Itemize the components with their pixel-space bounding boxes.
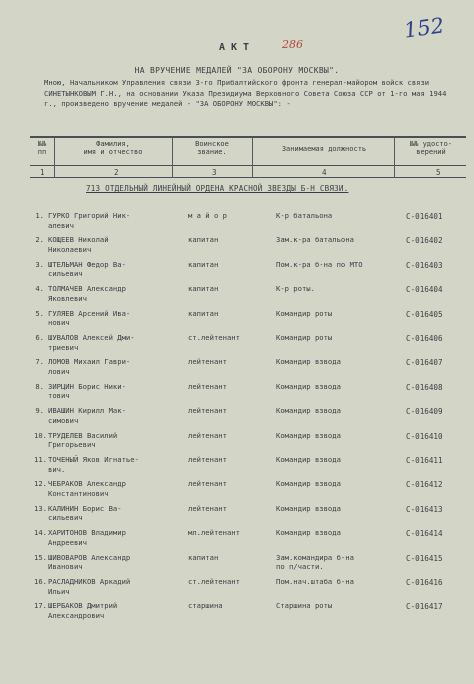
certificate-number: С-016410 xyxy=(406,431,443,441)
row-number: 14. xyxy=(34,528,47,538)
position: Командир взвода xyxy=(276,455,341,464)
rank: м а й о р xyxy=(188,211,227,220)
position: Командир взвода xyxy=(276,528,341,538)
certificate-number: С-016404 xyxy=(406,285,443,295)
row-number: 17. xyxy=(34,601,47,611)
position: Командир взвода xyxy=(276,430,341,440)
recipient-name: ТОЛМАЧЕВ Александр Яковлевич xyxy=(48,284,126,303)
handwritten-page-number: 152 xyxy=(402,13,446,43)
table-row xyxy=(0,257,474,281)
header-certificate: №№ удосто- верений xyxy=(409,140,453,156)
certificate-number: С-016415 xyxy=(406,553,443,563)
position: Старшина роты xyxy=(276,601,333,611)
col-divider xyxy=(54,138,55,178)
header-top-rule xyxy=(30,136,466,138)
recipient-name: ЗИРЦИН Борис Ники- тович xyxy=(48,381,126,401)
position: Командир роты xyxy=(276,333,333,342)
recipient-name: ХАРИТОНОВ Владимир Андреевич xyxy=(48,528,126,547)
position: Командир взвода xyxy=(276,406,341,416)
col-divider xyxy=(172,138,173,178)
certificate-number: С-016413 xyxy=(406,504,443,514)
row-number: 7. xyxy=(35,357,44,367)
row-number: 16. xyxy=(34,577,47,586)
header-name: Фамилия, имя и отчество xyxy=(83,140,143,156)
certificate-number: С-016412 xyxy=(406,480,443,490)
intro-paragraph: Мною, Начальником Управления связи 3-го Прибалтийского фронта генерал-майором войск связи СИНЕТЫНКОВЫМ Г.Н., на основании Указа Президиума Верховного Совета Союза ССР от 1-го мая 1944 г., произведено вручение медалей - "ЗА ОБОРОНУ МОСКВЫ": - xyxy=(44,78,447,108)
column-number: 5 xyxy=(436,168,441,177)
rank: лейтенант xyxy=(188,479,227,489)
document-subtitle: НА ВРУЧЕНИЕ МЕДАЛЕЙ "ЗА ОБОРОНУ МОСКВЫ". xyxy=(134,66,340,75)
position: Пом.к-ра б-на по МТО xyxy=(276,259,363,269)
column-number: 4 xyxy=(322,168,327,177)
col-divider xyxy=(252,138,253,178)
recipient-name: ЛОМОВ Михаил Гаври- лович xyxy=(48,357,131,376)
recipient-name: ГУЛЯЕВ Арсений Ива- нович xyxy=(48,308,131,328)
position: Командир взвода xyxy=(276,357,341,367)
recipient-name: ТОЧЕНЫЙ Яков Игнатье- вич. xyxy=(48,455,139,474)
table-row xyxy=(0,598,474,622)
header-number: №№ пп xyxy=(37,140,47,156)
header-position: Занимаемая должность xyxy=(281,145,367,153)
unit-heading: 713 ОТДЕЛЬНЫЙ ЛИНЕЙНЫЙ ОРДЕНА КРАСНОЙ ЗВЕЗДЫ Б-Н СВЯЗИ. xyxy=(86,184,349,193)
header-bottom-rule xyxy=(30,177,466,178)
position: Командир роты xyxy=(276,308,333,318)
rank: капитан xyxy=(188,235,219,245)
row-number: 10. xyxy=(34,430,47,440)
recipient-name: РАСЛАДНИКОВ Аркадий Ильич xyxy=(48,577,131,596)
rank: лейтенант xyxy=(188,357,227,367)
position: Командир взвода xyxy=(276,503,341,513)
certificate-number: С-016414 xyxy=(406,529,443,539)
row-number: 3. xyxy=(35,259,44,269)
certificate-number: С-016403 xyxy=(406,260,443,270)
column-number: 2 xyxy=(114,168,119,177)
certificate-number: С-016406 xyxy=(406,334,443,343)
rank: капитан xyxy=(188,552,219,562)
position: Зам.командира б-на по п/части. xyxy=(276,552,354,572)
row-number: 8. xyxy=(35,381,44,391)
header-rank: Воинское звание. xyxy=(195,140,229,156)
recipient-name: КОЩЕЕВ Николай Николаевич xyxy=(48,235,109,254)
table-row xyxy=(0,574,474,598)
recipient-name: ШУВАЛОВ Алексей Дми- триевич xyxy=(48,333,135,352)
position: К-р батальона xyxy=(276,211,333,220)
row-number: 6. xyxy=(35,333,44,342)
position: Командир взвода xyxy=(276,479,341,489)
table-row xyxy=(0,428,474,452)
rank: ст.лейтенант xyxy=(188,577,240,586)
table-row xyxy=(0,476,474,500)
position: Зам.к-ра батальона xyxy=(276,235,354,245)
rank: лейтенант xyxy=(188,406,227,416)
recipient-name: ШЕРБАКОВ Дмитрий Александрович xyxy=(48,601,118,620)
table-row xyxy=(0,452,474,476)
rank: старшина xyxy=(188,601,223,611)
column-number: 3 xyxy=(212,168,217,177)
recipient-name: КАЛИНИН Борис Ва- сильевич xyxy=(48,503,122,523)
certificate-number: С-016416 xyxy=(406,578,443,587)
table-row xyxy=(0,232,474,256)
row-number: 5. xyxy=(35,308,44,318)
row-number: 9. xyxy=(35,406,44,416)
certificate-number: С-016417 xyxy=(406,602,443,612)
table-row xyxy=(0,525,474,549)
row-number: 4. xyxy=(35,284,44,294)
row-number: 11. xyxy=(34,455,47,464)
position: К-р роты. xyxy=(276,284,315,294)
rank: мл.лейтенант xyxy=(188,528,240,538)
handwritten-act-number: 286 xyxy=(282,38,303,51)
recipient-name: ГУРКО Григорий Ник- алевич xyxy=(48,211,131,230)
rank: капитан xyxy=(188,259,219,269)
recipient-name: ТРУДЕЛЕВ Василий Григорьевич xyxy=(48,430,118,450)
table-row xyxy=(0,330,474,354)
rank: капитан xyxy=(188,308,219,318)
table-row xyxy=(0,306,474,330)
row-number: 2. xyxy=(35,235,44,245)
row-number: 13. xyxy=(34,503,47,513)
recipient-name: ИВАШИН Кирилл Мак- симович xyxy=(48,406,126,425)
col-divider xyxy=(394,138,395,178)
row-number: 1. xyxy=(35,211,44,220)
recipient-name: ШТЕЛЬМАН Федор Ва- сильевич xyxy=(48,259,126,279)
certificate-number: С-016401 xyxy=(406,212,443,221)
rank: ст.лейтенант xyxy=(188,333,240,342)
table-row xyxy=(0,403,474,427)
row-number: 12. xyxy=(34,479,47,489)
rank: лейтенант xyxy=(188,430,227,440)
column-number: 1 xyxy=(40,168,45,177)
certificate-number: С-016408 xyxy=(406,382,443,392)
table-row xyxy=(0,208,474,232)
table-row xyxy=(0,501,474,525)
recipient-name: ЧЕБРАКОВ Александр Константинович xyxy=(48,479,126,498)
document-title: АКТ xyxy=(218,42,256,53)
certificate-number: С-016402 xyxy=(406,236,443,246)
header-mid-rule xyxy=(30,165,466,166)
certificate-number: С-016411 xyxy=(406,456,443,465)
row-number: 15. xyxy=(34,552,47,562)
rank: лейтенант xyxy=(188,381,227,391)
recipient-name: ШИВОВАРОВ Александр Иванович xyxy=(48,552,131,572)
rank: капитан xyxy=(188,284,219,294)
position: Пом.нач.штаба б-на xyxy=(276,577,354,586)
position: Командир взвода xyxy=(276,381,341,391)
rank: лейтенант xyxy=(188,503,227,513)
table-row xyxy=(0,379,474,403)
rank: лейтенант xyxy=(188,455,227,464)
certificate-number: С-016405 xyxy=(406,309,443,319)
certificate-number: С-016409 xyxy=(406,407,443,417)
table-row xyxy=(0,354,474,378)
table-row xyxy=(0,281,474,305)
certificate-number: С-016407 xyxy=(406,358,443,368)
table-row xyxy=(0,550,474,574)
